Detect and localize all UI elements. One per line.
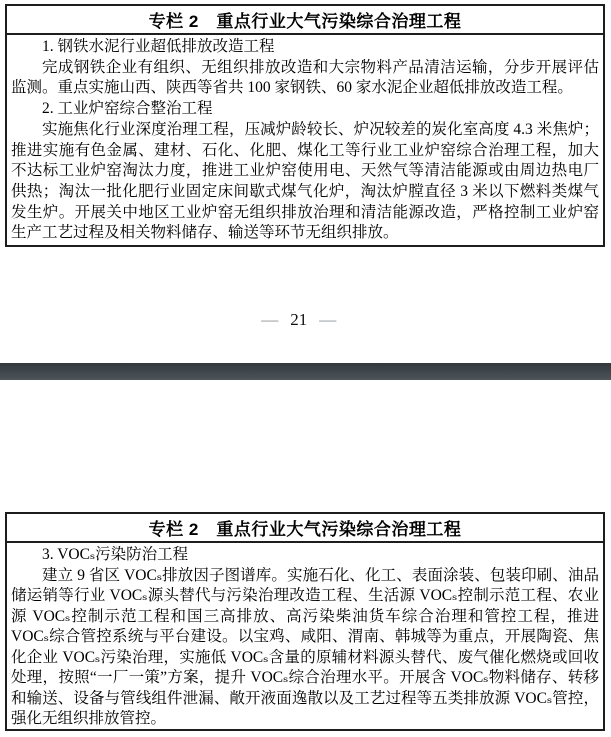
page-number-dash-left: — xyxy=(261,310,279,329)
column-box-2 xyxy=(5,512,605,731)
column-box-1-body xyxy=(7,35,603,244)
paragraph: 完成钢铁企业有组织、无组织排放改造和大宗物料产品清洁运输，分步开展评估监测。重点实施山西、陕西等省共 100 家钢铁、60 家水泥企业超低排放改造工程。 xyxy=(11,58,599,97)
column-box-1-title: 专栏 2 重点行业大气污染综合治理工程 xyxy=(7,6,603,35)
paragraph: 2. 工业炉窑综合整治工程 xyxy=(42,100,213,118)
page-number-dash-right: — xyxy=(319,310,337,329)
paragraph: 3. VOCₛ污染防治工程 xyxy=(42,546,189,563)
page-separator-bar xyxy=(0,363,611,380)
column-box-2-title: 专栏 2 重点行业大气污染综合治理工程 xyxy=(7,514,603,543)
paragraph: 实施焦化行业深度治理工程，压减炉龄较长、炉况较差的炭化室高度 4.3 米焦炉；推进实施有色金属、建材、石化、化肥、煤化工等行业工业炉窑综合治理工程，加大不达标工业炉窑淘汰力度，推进工业炉窑使用电、天然气等清洁能源或由周边热电厂供热；淘汰一批化肥行业固定床间歇式煤气化炉，淘汰炉膛直径 3 米以下燃料类煤气发生炉。开展关中地区工业炉窑无组织排放治理和清洁能源改造，严格控制工业炉窑生产工艺过程及相关物料储存、输送等环节无组织排放。 xyxy=(11,120,599,242)
page-number-value: 21 xyxy=(290,310,308,329)
page-number xyxy=(0,290,600,330)
column-box-2-body xyxy=(7,543,603,730)
paragraph: 建立 9 省区 VOCₛ排放因子图谱库。实施石化、化工、表面涂装、包装印刷、油品储运销等行业 VOCₛ源头替代与污染治理改造工程、生活源 VOCₛ控制示范工程、农业源 VOCₛ控制示范工程和国三高排放、高污染柴油货车综合治理和管控工程，推进 VOCₛ综合管控系统与平台建设。以宝鸡、咸阳、渭南、韩城等为重点，开展陶瓷、焦化企业 VOCₛ污染治理，实施低 VOCₛ含量的原辅材料源头替代、废气催化燃烧或回收处理，按照“一厂一策”方案，提升 VOCₛ综合治理水平。开展含 VOCₛ物料储存、转移和输送、设备与管线组件泄漏、敞开液面逸散以及工艺过程等五类排放源 VOCₛ管控，强化无组织排放管控。 xyxy=(11,566,599,727)
column-box-1 xyxy=(5,4,605,247)
paragraph: 1. 钢铁水泥行业超低排放改造工程 xyxy=(42,38,275,55)
